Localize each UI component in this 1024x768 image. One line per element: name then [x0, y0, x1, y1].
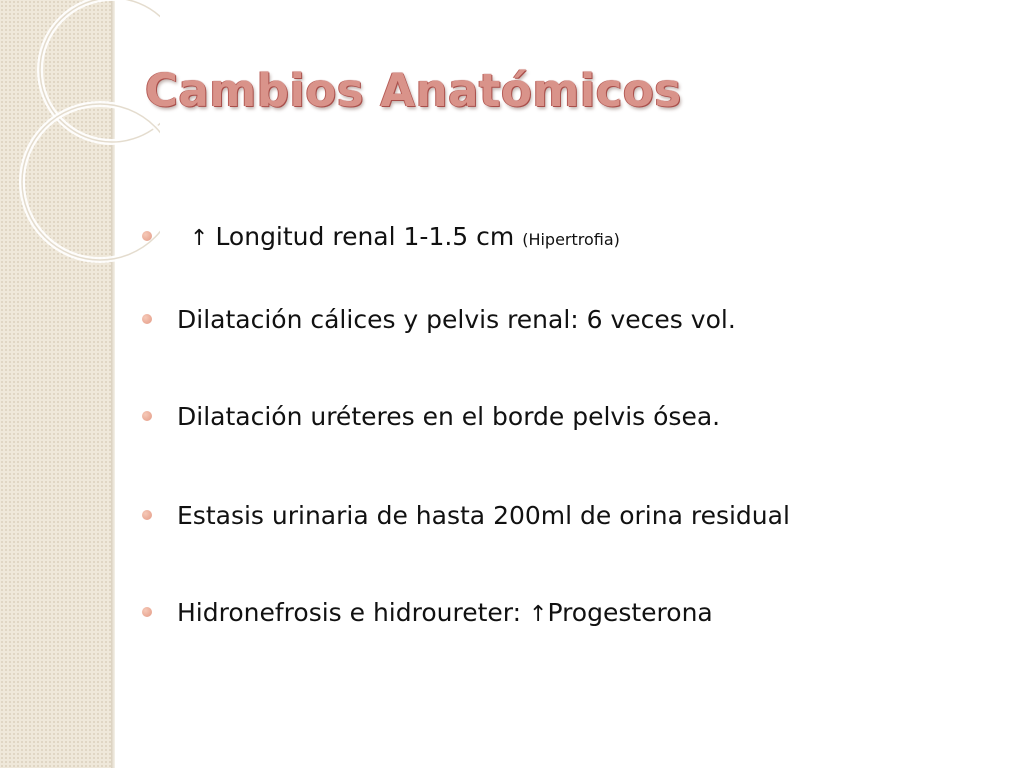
bullet-text: Dilatación uréteres en el borde pelvis ósea. [177, 402, 721, 431]
slide-title: Cambios Anatómicos [145, 64, 682, 117]
bullet-dot-icon [142, 510, 152, 520]
bullet-text: Longitud renal 1-1.5 cm [215, 222, 523, 251]
bullet-dot-icon [142, 231, 152, 241]
bullet-text: Estasis urinaria de hasta 200ml de orina residual [177, 501, 790, 530]
decorative-circles [0, 0, 160, 300]
bullet-text: Hidronefrosis e hidroureter: [177, 598, 529, 627]
bullet-suffix: Progesterona [547, 598, 713, 627]
bullet-text: Dilatación cálices y pelvis renal: 6 veces vol. [177, 305, 736, 334]
deco-circle-lower [22, 104, 160, 260]
bullet-dot-icon [142, 607, 152, 617]
bullet-dot-icon [142, 411, 152, 421]
up-arrow-icon: ↑ [529, 602, 548, 627]
up-arrow-icon: ↑ [190, 226, 216, 251]
bullet-note: (Hipertrofia) [522, 230, 620, 249]
bullet-dot-icon [142, 314, 152, 324]
